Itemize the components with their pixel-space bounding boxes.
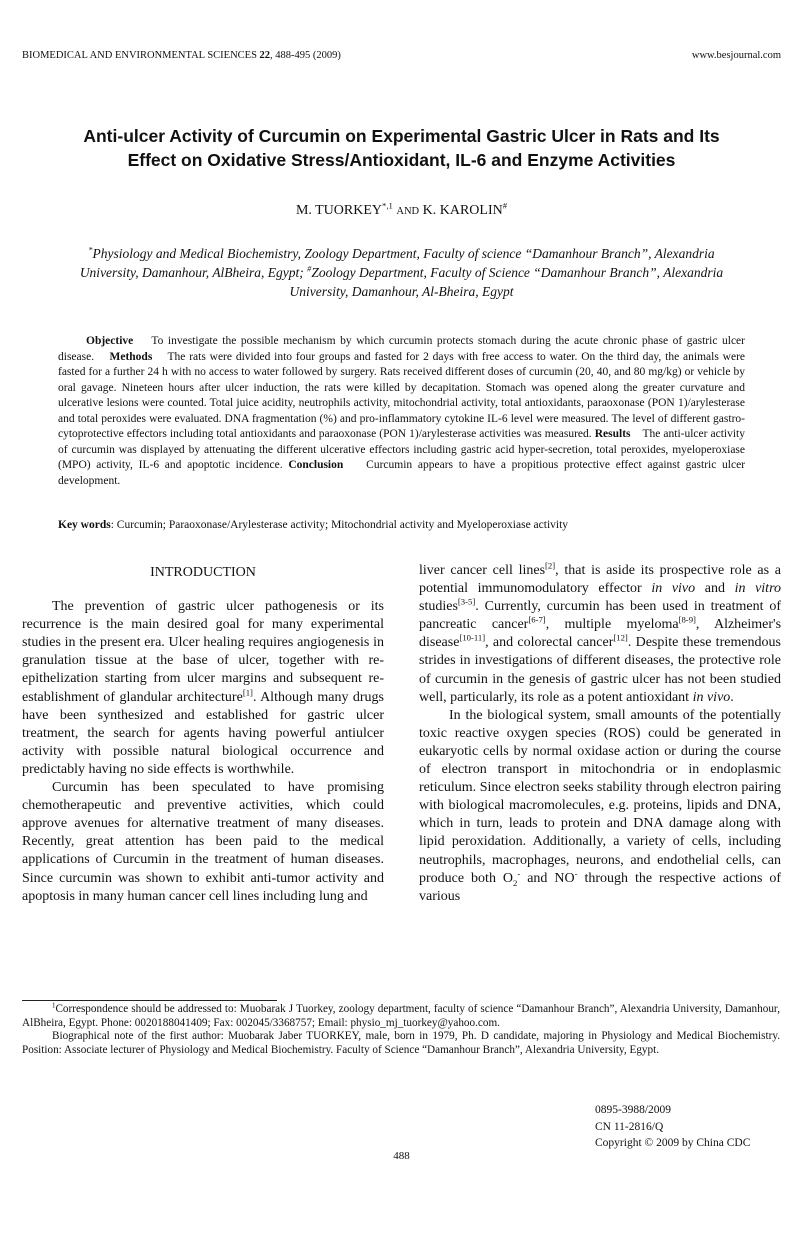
affiliation-text-1: Physiology and Medical Biochemistry, Zoology Department, Faculty of science “Damanhour Branch”, Alexandria University, Damanhour, AlBheira, Egypt; xyxy=(79,246,715,280)
intro-r1-text-j: . xyxy=(730,689,734,705)
intro-paragraph-3 xyxy=(419,707,781,906)
footnote-rule xyxy=(22,1000,277,1001)
intro-r1-text-d: studies xyxy=(419,599,458,615)
footnote-correspondence-text: Correspondence should be addressed to: Muobarak J Tuorkey, zoology department, faculty of science “Damanhour Branch”, Alexandria University, Damanhour, AlBheira, Egypt. Phone: 0020188041409; Fax: 002045/3368757; Email: physio_mj_tuorkey@yahoo.com. xyxy=(22,1003,780,1029)
intro-r1-text-f: , multiple myeloma xyxy=(545,617,679,633)
abstract-methods: The rats were divided into four groups and fasted for 2 days with free access to water. On the third day, the animals were fasted for a further 24 h with no access to water followed by surgery. Rats received different doses of curcumin (20, 40, and 80 mg/kg) or vehicle by oral gavage. Nineteen hours after ulcer induction, the rats were killed by decapitation. Stomach was opened along the greater curvature and ulcerative lesions were counted. Total juice acidity, neutrophils activity, mitochondrial activity, total antioxidants, paraoxonase (PON 1)/arylesterase and total peroxides were evaluated. DNA fragmentation (%) and pro-inflammatory cytokine IL-6 level were measured. The level of different gastro-cytoprotective effectors including total antioxidants and paraoxonase (PON 1)/arylesterase activities was measured. xyxy=(58,350,745,440)
affiliation-text-2: Zoology Department, Faculty of Science “Damanhour Branch”, Alexandria University, Damanhour, Al-Bheira, Egypt xyxy=(289,265,724,299)
article-title xyxy=(20,124,783,172)
title-line-1: Anti-ulcer Activity of Curcumin on Experimental Gastric Ulcer in Rats and Its xyxy=(83,126,720,146)
citation-5[interactable]: [8-9] xyxy=(678,614,696,625)
intro-r1-text-h: , and colorectal cancer xyxy=(485,635,614,651)
citation-4[interactable]: [6-7] xyxy=(528,614,546,625)
intro-r1-text-b: , that is aside its prospective role as a potential immunomodulatory effector xyxy=(419,563,782,597)
abstract xyxy=(58,334,745,489)
term-in-vitro: in vitro xyxy=(734,581,782,597)
body-column-right xyxy=(419,562,781,906)
intro-p1-text-b: . Although many drugs have been synthesized and established for gastric ulcer treatment, the search for agents having powerful antiulcer activity with possible natural biological occurrence and predictably having no side effects is worthwhile. xyxy=(22,689,384,777)
copyright-line: Copyright © 2009 by China CDC xyxy=(595,1137,751,1149)
abstract-conclusion: Curcumin appears to have a propitious protective effect against gastric ulcer development. xyxy=(58,459,746,487)
author-1-mark: *,1 xyxy=(382,200,393,211)
abstract-objective: To investigate the possible mechanism by which curcumin protects stomach during the acute chronic phase of gastric ulcer disease. xyxy=(58,335,745,363)
abstract-results: The anti-ulcer activity of curcumin was displayed by attenuating the different ulcerative effectors including gastric acid hyper-secretion, total peroxides, myeloperoxiase (MPO) activity, IL-6 and apoptotic incidence. xyxy=(58,428,745,471)
abstract-methods-label: Methods xyxy=(109,350,153,363)
citation-6[interactable]: [10-11] xyxy=(459,632,486,643)
keywords-label: Key words xyxy=(58,519,111,531)
intro-r1-text-g: , Alzheimer's disease xyxy=(419,617,782,651)
intro-r2-text-c: through the respective actions of various xyxy=(419,870,782,904)
intro-r1-text-a: liver cancer cell lines xyxy=(419,563,546,578)
abstract-results-label: Results xyxy=(594,428,631,440)
journal-pages: , 488-495 (2009) xyxy=(270,50,341,61)
footnote-mark-1: 1 xyxy=(52,1001,56,1010)
cn-line: CN 11-2816/Q xyxy=(595,1120,664,1133)
abstract-conclusion-label: Conclusion xyxy=(288,459,344,471)
page-number: 488 xyxy=(393,1150,410,1162)
journal-website[interactable]: www.besjournal.com xyxy=(691,50,781,61)
term-in-vivo: in vivo xyxy=(651,581,696,597)
intro-r2-text-b: and NO xyxy=(520,870,575,886)
no-superscript: - xyxy=(574,867,578,878)
term-in-vivo-2: in vivo xyxy=(692,689,731,705)
author-list xyxy=(0,200,803,219)
footnotes xyxy=(22,1003,780,1057)
author-conjunction: AND xyxy=(396,206,420,217)
footnote-correspondence xyxy=(22,1003,780,1030)
affiliation-mark-2: # xyxy=(307,264,312,274)
intro-paragraph-2: Curcumin has been speculated to have promising chemotherapeutic and preventive activities, which could approve avenues for alternative treatment of many diseases. Recently, great attention has been paid to the medical applications of Curcumin in the treatment of human diseases. Since curcumin was shown to exhibit anti-tumor activity and apoptosis in many human cancer cell lines including lung and xyxy=(22,780,384,904)
affiliation-mark-1: * xyxy=(88,245,93,255)
intro-r1-text-e: . Currently, curcumin has been used in treatment of pancreatic cancer xyxy=(419,599,781,633)
o2-subscript: 2 xyxy=(513,877,518,888)
author-2: K. KAROLIN xyxy=(422,203,503,218)
o2-superscript: - xyxy=(517,867,521,878)
keywords-text: : Curcumin; Paraoxonase/Arylesterase activity; Mitochondrial activity and Myeloperoxiase activity xyxy=(110,519,569,531)
intro-paragraph-1 xyxy=(22,598,384,779)
citation-1[interactable]: [1] xyxy=(242,686,253,697)
issn-block xyxy=(595,1102,750,1152)
intro-paragraph-2-continued xyxy=(419,562,781,707)
running-header-journal xyxy=(22,50,341,61)
affiliation xyxy=(60,244,743,301)
section-heading-introduction: INTRODUCTION xyxy=(150,565,256,580)
intro-p1-text-a: The prevention of gastric ulcer pathogenesis or its recurrence is the main desired goal for many experimental studies in the present era. Ulcer healing requires angiogenesis in granulation tissue at the base of ulcer, together with re-epithelization starting from ulcer margins and subsequent re-establishment of glandular architecture xyxy=(22,599,384,705)
issn-line: 0895-3988/2009 xyxy=(595,1104,672,1116)
footnote-biography: Biographical note of the first author: Muobarak Jaber TUORKEY, male, born in 1979, Ph. D candidate, majoring in Physiology and Medical Biochemistry. Position: Associate lecturer of Physiology and Medical Biochemistry. Faculty of Science “Damanhour Branch”, Alexandria University, Egypt. xyxy=(22,1030,780,1056)
intro-r1-text-i: . Despite these tremendous strides in investigations of different diseases, the protective role of curcumin in the genesis of gastric ulcer has not been studied well, particularly, its role as a potent antioxidant xyxy=(419,635,781,705)
abstract-objective-label: Objective xyxy=(86,335,134,347)
citation-3[interactable]: [3-5] xyxy=(457,596,476,607)
keywords xyxy=(58,519,745,531)
body-column-left xyxy=(22,562,384,906)
journal-name: BIOMEDICAL AND ENVIRONMENTAL SCIENCES xyxy=(22,50,257,61)
intro-r2-text-a: In the biological system, small amounts of the potentially toxic reactive oxygen species (ROS) could be generated in eukaryotic cells by normal oxidase action or during the course of electron transport in mitochondria or in endoplasmic reticulum. Since electron seeks stability through electron pairing with biological macromolecules, e.g. proteins, lipids and DNA, which in turn, leads to protein and DNA damage along with lipid peroxidation. Additionally, a variety of cells, including neutrophils, macrophages, neurons, and endothelial cells, can produce both O xyxy=(419,707,781,886)
title-line-2: Effect on Oxidative Stress/Antioxidant, IL-6 and Enzyme Activities xyxy=(127,150,676,170)
citation-7[interactable]: [12] xyxy=(613,632,628,643)
citation-2[interactable]: [2] xyxy=(545,560,556,571)
author-2-mark: # xyxy=(502,200,508,211)
author-1: M. TUORKEY xyxy=(295,203,383,218)
journal-volume: 22 xyxy=(259,50,271,61)
intro-r1-text-c: and xyxy=(695,581,735,597)
